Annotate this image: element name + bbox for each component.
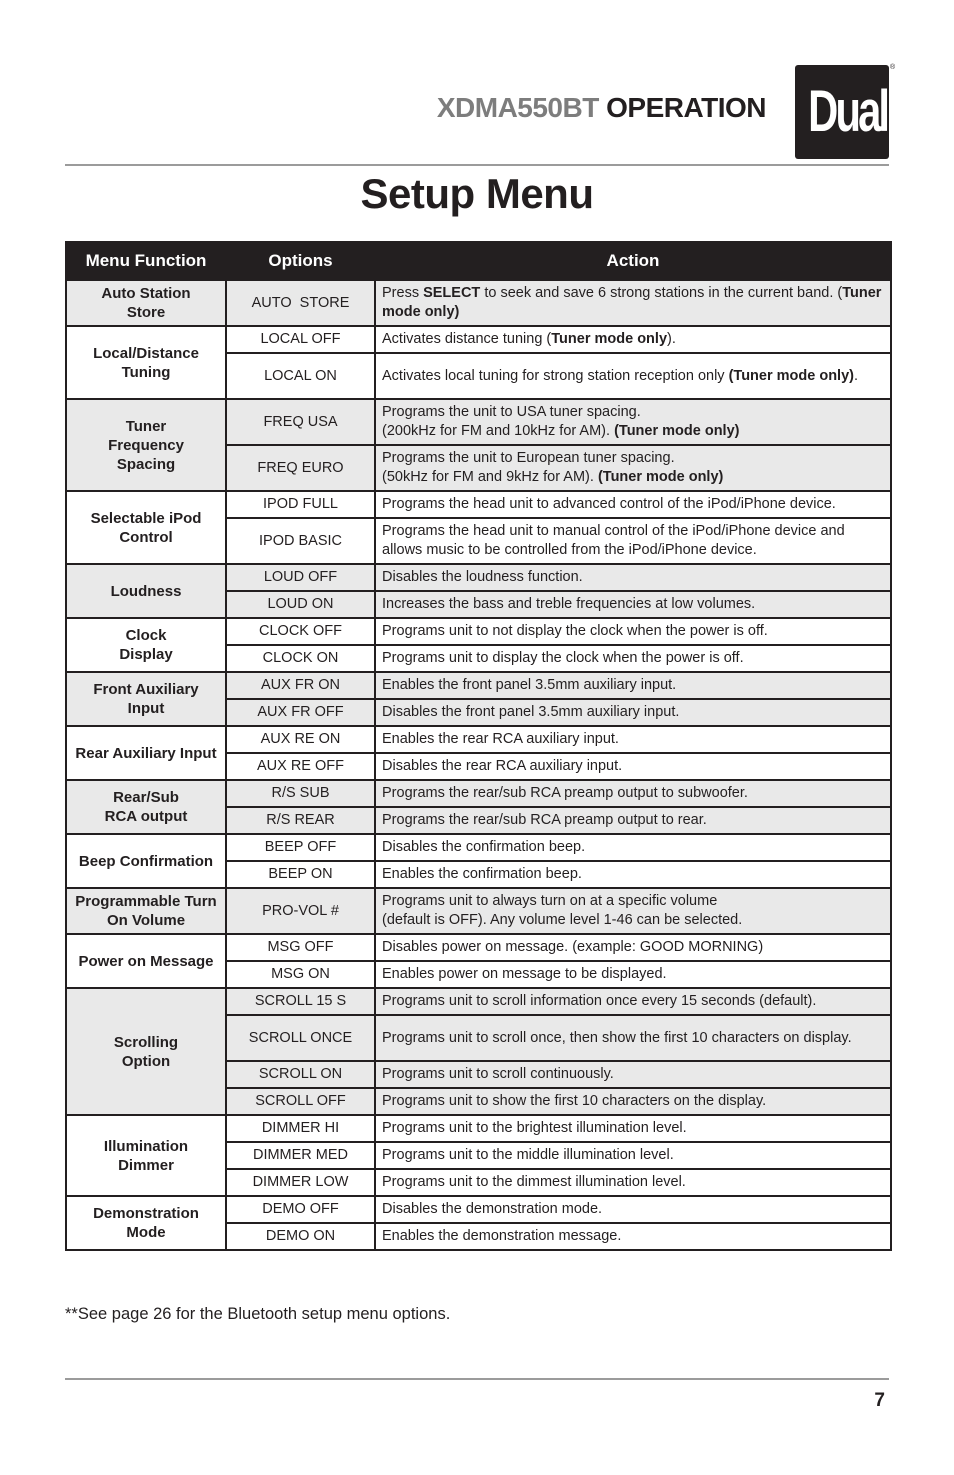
- footer-divider: [65, 1378, 889, 1380]
- action-text: Programs unit to show the first 10 characters on the display.: [382, 1093, 767, 1109]
- option-cell: R/S SUB: [226, 780, 375, 807]
- page-title: Setup Menu: [360, 170, 594, 217]
- action-text: Programs the unit to European tuner spacing. (50kHz for FM and 9kHz for AM).: [382, 450, 675, 485]
- action-cell: [375, 353, 891, 399]
- menu-function-cell: Loudness: [66, 564, 226, 618]
- action-text: Programs the head unit to manual control of the iPod/iPhone device and allows music to be controlled from the iPod/iPhone device.: [382, 523, 845, 558]
- action-cell: [375, 988, 891, 1015]
- option-cell: CLOCK OFF: [226, 618, 375, 645]
- setup-menu-table: [65, 241, 892, 1251]
- option-cell: AUX RE OFF: [226, 753, 375, 780]
- table-row: [66, 988, 891, 1015]
- menu-function-cell: Auto Station Store: [66, 280, 226, 326]
- option-cell: MSG OFF: [226, 934, 375, 961]
- menu-function-cell: Demonstration Mode: [66, 1196, 226, 1250]
- action-text: Programs unit to not display the clock when the power is off.: [382, 623, 768, 639]
- action-cell: [375, 618, 891, 645]
- action-cell: [375, 888, 891, 934]
- action-cell: [375, 861, 891, 888]
- table-row: [66, 888, 891, 934]
- action-text: Programs unit to scroll information once every 15 seconds (default).: [382, 993, 817, 1009]
- table-row: [66, 564, 891, 591]
- option-cell: BEEP ON: [226, 861, 375, 888]
- option-cell: AUTO STORE: [226, 280, 375, 326]
- option-cell: DIMMER HI: [226, 1115, 375, 1142]
- action-text: Programs unit to the dimmest illumination level.: [382, 1174, 686, 1190]
- action-text: Programs unit to scroll continuously.: [382, 1066, 614, 1082]
- menu-function-cell: Local/Distance Tuning: [66, 326, 226, 399]
- menu-function-cell: Tuner Frequency Spacing: [66, 399, 226, 491]
- option-cell: MSG ON: [226, 961, 375, 988]
- option-cell: IPOD FULL: [226, 491, 375, 518]
- action-text: Programs unit to the brightest illumination level.: [382, 1120, 687, 1136]
- action-cell: [375, 491, 891, 518]
- operation-label: OPERATION: [606, 92, 766, 123]
- action-cell: [375, 1015, 891, 1061]
- table-row: [66, 1196, 891, 1223]
- option-cell: FREQ EURO: [226, 445, 375, 491]
- option-cell: LOCAL OFF: [226, 326, 375, 353]
- action-text: Press: [382, 285, 424, 301]
- option-cell: AUX RE ON: [226, 726, 375, 753]
- action-cell: [375, 780, 891, 807]
- action-cell: [375, 834, 891, 861]
- option-cell: R/S REAR: [226, 807, 375, 834]
- action-cell: [375, 1169, 891, 1196]
- action-text: Enables the demonstration message.: [382, 1228, 622, 1244]
- action-cell: [375, 280, 891, 326]
- option-cell: FREQ USA: [226, 399, 375, 445]
- action-text: Disables the demonstration mode.: [382, 1201, 603, 1217]
- page-number: 7: [874, 1390, 885, 1411]
- table-row: [66, 326, 891, 353]
- table-row: [66, 834, 891, 861]
- action-text: Enables the rear RCA auxiliary input.: [382, 731, 619, 747]
- table-row: [66, 934, 891, 961]
- option-cell: DIMMER LOW: [226, 1169, 375, 1196]
- option-cell: SCROLL 15 S: [226, 988, 375, 1015]
- option-cell: SCROLL OFF: [226, 1088, 375, 1115]
- option-cell: CLOCK ON: [226, 645, 375, 672]
- model-name: XDMA550BT: [436, 92, 599, 123]
- registered-mark: ®: [890, 64, 896, 71]
- action-cell: [375, 699, 891, 726]
- action-cell: [375, 1088, 891, 1115]
- action-text: to seek and save 6 strong stations in the current band. (: [480, 285, 843, 301]
- option-cell: IPOD BASIC: [226, 518, 375, 564]
- menu-function-cell: Rear Auxiliary Input: [66, 726, 226, 780]
- action-text: Enables power on message to be displayed.: [382, 966, 667, 982]
- option-cell: AUX FR OFF: [226, 699, 375, 726]
- action-text: ).: [667, 331, 676, 347]
- action-cell: [375, 445, 891, 491]
- menu-function-cell: Selectable iPod Control: [66, 491, 226, 564]
- menu-function-cell: Programmable Turn On Volume: [66, 888, 226, 934]
- option-cell: LOCAL ON: [226, 353, 375, 399]
- action-text-bold: (Tuner mode only): [597, 469, 724, 485]
- action-text: Disables the confirmation beep.: [382, 839, 586, 855]
- action-cell: [375, 399, 891, 445]
- action-text: .: [853, 367, 859, 384]
- footnote: **See page 26 for the Bluetooth setup menu options.: [65, 1305, 451, 1323]
- action-cell: [375, 961, 891, 988]
- action-text: Programs the unit to USA tuner spacing. (200kHz for FM and 10kHz for AM).: [382, 404, 641, 439]
- option-cell: PRO-VOL #: [226, 888, 375, 934]
- action-text: Disables the rear RCA auxiliary input.: [382, 758, 623, 774]
- header-title: [437, 92, 766, 124]
- action-text: Enables the front panel 3.5mm auxiliary input.: [382, 677, 677, 693]
- action-text-bold: Tuner mode only: [551, 331, 668, 347]
- action-cell: [375, 807, 891, 834]
- action-cell: [375, 564, 891, 591]
- option-cell: SCROLL ONCE: [226, 1015, 375, 1061]
- table-row: [66, 280, 891, 326]
- option-cell: SCROLL ON: [226, 1061, 375, 1088]
- action-cell: [375, 645, 891, 672]
- action-text-bold: Tuner mode only): [382, 285, 882, 320]
- action-cell: [375, 672, 891, 699]
- option-cell: LOUD ON: [226, 591, 375, 618]
- table-body: [66, 280, 891, 1250]
- table-row: [66, 491, 891, 518]
- table-row: [66, 1115, 891, 1142]
- action-text: Increases the bass and treble frequencies at low volumes.: [382, 596, 756, 612]
- option-cell: DIMMER MED: [226, 1142, 375, 1169]
- column-header-options: Options: [226, 242, 375, 280]
- action-text: Programs the rear/sub RCA preamp output to rear.: [382, 812, 707, 828]
- table-row: [66, 399, 891, 445]
- column-header-menu-function: Menu Function: [66, 242, 226, 280]
- action-text: Disables power on message. (example: GOOD MORNING): [382, 939, 764, 955]
- action-cell: [375, 1196, 891, 1223]
- option-cell: LOUD OFF: [226, 564, 375, 591]
- action-text: Programs unit to the middle illumination level.: [382, 1147, 674, 1163]
- action-text: Programs the head unit to advanced control of the iPod/iPhone device.: [382, 496, 836, 512]
- action-cell: [375, 934, 891, 961]
- action-cell: [375, 1142, 891, 1169]
- action-text-bold: (Tuner mode only): [614, 423, 740, 439]
- action-text: Disables the loudness function.: [382, 569, 583, 585]
- action-text: Activates local tuning for strong station reception only: [382, 367, 729, 384]
- menu-function-cell: Illumination Dimmer: [66, 1115, 226, 1196]
- action-cell: [375, 591, 891, 618]
- header-divider: [65, 164, 889, 166]
- action-cell: [375, 518, 891, 564]
- table-row: [66, 618, 891, 645]
- brand-logo: [795, 65, 889, 159]
- action-text: Programs unit to scroll once, then show the first 10 characters on display.: [382, 1029, 852, 1046]
- action-cell: [375, 753, 891, 780]
- action-cell: [375, 1223, 891, 1250]
- action-cell: [375, 726, 891, 753]
- table-row: [66, 780, 891, 807]
- menu-function-cell: Power on Message: [66, 934, 226, 988]
- table-row: [66, 672, 891, 699]
- action-text-bold: SELECT: [423, 285, 481, 301]
- table-row: [66, 726, 891, 753]
- option-cell: DEMO ON: [226, 1223, 375, 1250]
- action-text: Programs the rear/sub RCA preamp output to subwoofer.: [382, 785, 748, 801]
- column-header-action: Action: [375, 242, 891, 280]
- menu-function-cell: Rear/Sub RCA output: [66, 780, 226, 834]
- action-text: Disables the front panel 3.5mm auxiliary input.: [382, 704, 680, 720]
- option-cell: DEMO OFF: [226, 1196, 375, 1223]
- action-cell: [375, 326, 891, 353]
- action-text: Programs unit to always turn on at a specific volume (default is OFF). Any volume level 1-46 can be selected.: [382, 893, 743, 928]
- action-text: Enables the confirmation beep.: [382, 866, 582, 882]
- action-text-bold: (Tuner mode only): [728, 367, 854, 384]
- action-cell: [375, 1061, 891, 1088]
- menu-function-cell: Front Auxiliary Input: [66, 672, 226, 726]
- action-text: Programs unit to display the clock when the power is off.: [382, 650, 744, 666]
- option-cell: BEEP OFF: [226, 834, 375, 861]
- brand-logo-text: Dual: [808, 79, 888, 144]
- menu-function-cell: Beep Confirmation: [66, 834, 226, 888]
- action-cell: [375, 1115, 891, 1142]
- table-header-row: [66, 242, 891, 280]
- action-text: Activates distance tuning (: [382, 331, 552, 347]
- menu-function-cell: Clock Display: [66, 618, 226, 672]
- option-cell: AUX FR ON: [226, 672, 375, 699]
- menu-function-cell: Scrolling Option: [66, 988, 226, 1115]
